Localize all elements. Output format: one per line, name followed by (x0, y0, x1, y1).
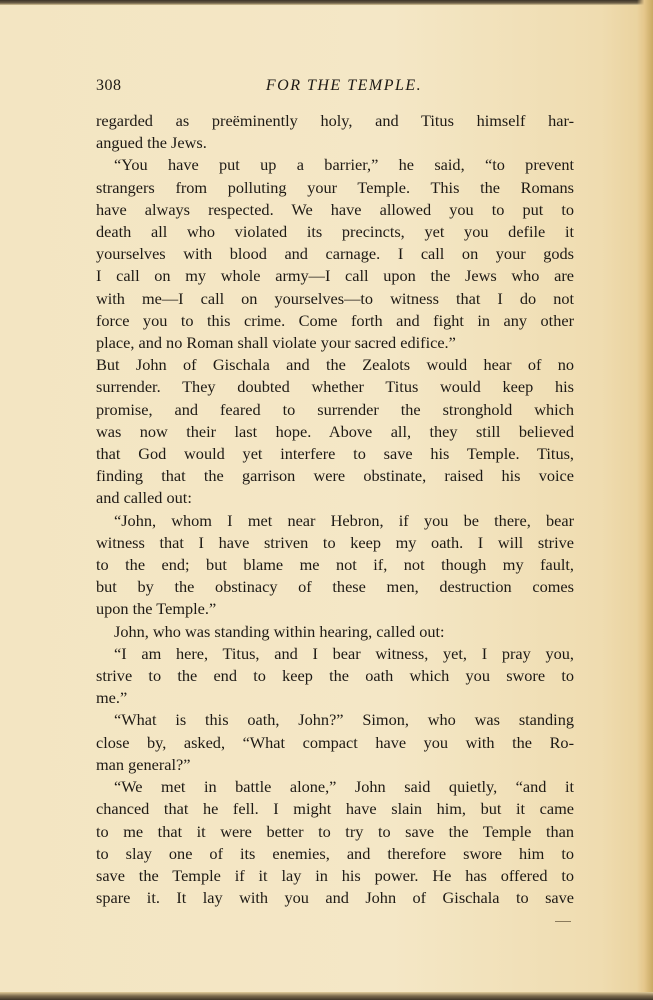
text-line: angued the Jews. (96, 133, 207, 153)
text-line: was now their last hope. Above all, they still believed (96, 421, 574, 441)
text-line: but by the obstinacy of these men, destruction comes (96, 577, 574, 597)
text-line: save the Temple if it lay in his power. He has offered to (96, 865, 574, 885)
text-line: surrender. They doubted whether Titus would keep his (96, 377, 574, 397)
text-line: to the end; but blame me not if, not though my fault, (96, 555, 574, 575)
page-top-edge (0, 0, 653, 5)
text-line: with me—I call on yourselves—to witness that I do not (96, 288, 574, 308)
text-line: place, and no Roman shall violate your sacred edifice.” (96, 333, 456, 353)
text-line: I call on my whole army—I call upon the Jews who are (96, 266, 574, 286)
text-line: to me that it were better to try to save the Temple than (96, 821, 574, 841)
text-line: chanced that he fell. I might have slain him, but it came (96, 799, 574, 819)
text-line: close by, asked, “What compact have you with the Ro- (96, 732, 574, 752)
text-line: “You have put up a barrier,” he said, “to prevent (114, 155, 574, 175)
text-line: “What is this oath, John?” Simon, who was standing (114, 710, 574, 730)
bottom-rule-mark (555, 921, 571, 922)
page-bottom-edge (0, 992, 653, 1000)
text-line: force you to this crime. Come forth and fight in any other (96, 310, 574, 330)
text-line: man general?” (96, 754, 191, 774)
text-line: spare it. It lay with you and John of Gischala to save (96, 888, 574, 908)
text-line: death all who violated its precincts, yet you defile it (96, 222, 574, 242)
text-line: have always respected. We have allowed you to put to (96, 199, 574, 219)
text-line: John, who was standing within hearing, called out: (114, 621, 445, 641)
text-line: to slay one of its enemies, and therefore swore him to (96, 843, 574, 863)
text-line: strive to the end to keep the oath which you swore to (96, 666, 574, 686)
text-line: strangers from polluting your Temple. This the Romans (96, 177, 574, 197)
page-number: 308 (96, 77, 122, 94)
text-line: that God would yet interfere to save his Temple. Titus, (96, 444, 574, 464)
text-line: upon the Temple.” (96, 599, 217, 619)
page-right-edge (637, 0, 653, 1000)
text-line: “I am here, Titus, and I bear witness, yet, I pray you, (114, 643, 574, 663)
text-line: finding that the garrison were obstinate, raised his voice (96, 466, 574, 486)
text-line: witness that I have striven to keep my oath. I will strive (96, 532, 574, 552)
body-text (96, 110, 574, 909)
text-line: yourselves with blood and carnage. I call on your gods (96, 244, 574, 264)
text-line: But John of Gischala and the Zealots would hear of no (96, 355, 574, 375)
text-line: and called out: (96, 488, 192, 508)
text-line: promise, and feared to surrender the stronghold which (96, 399, 574, 419)
text-line: regarded as preëminently holy, and Titus himself har- (96, 111, 574, 130)
text-line: me.” (96, 688, 128, 708)
text-line: “John, whom I met near Hebron, if you be there, bear (114, 510, 574, 530)
page-header (96, 77, 576, 99)
running-title: FOR THE TEMPLE. (265, 77, 423, 94)
text-line: “We met in battle alone,” John said quietly, “and it (114, 777, 574, 797)
